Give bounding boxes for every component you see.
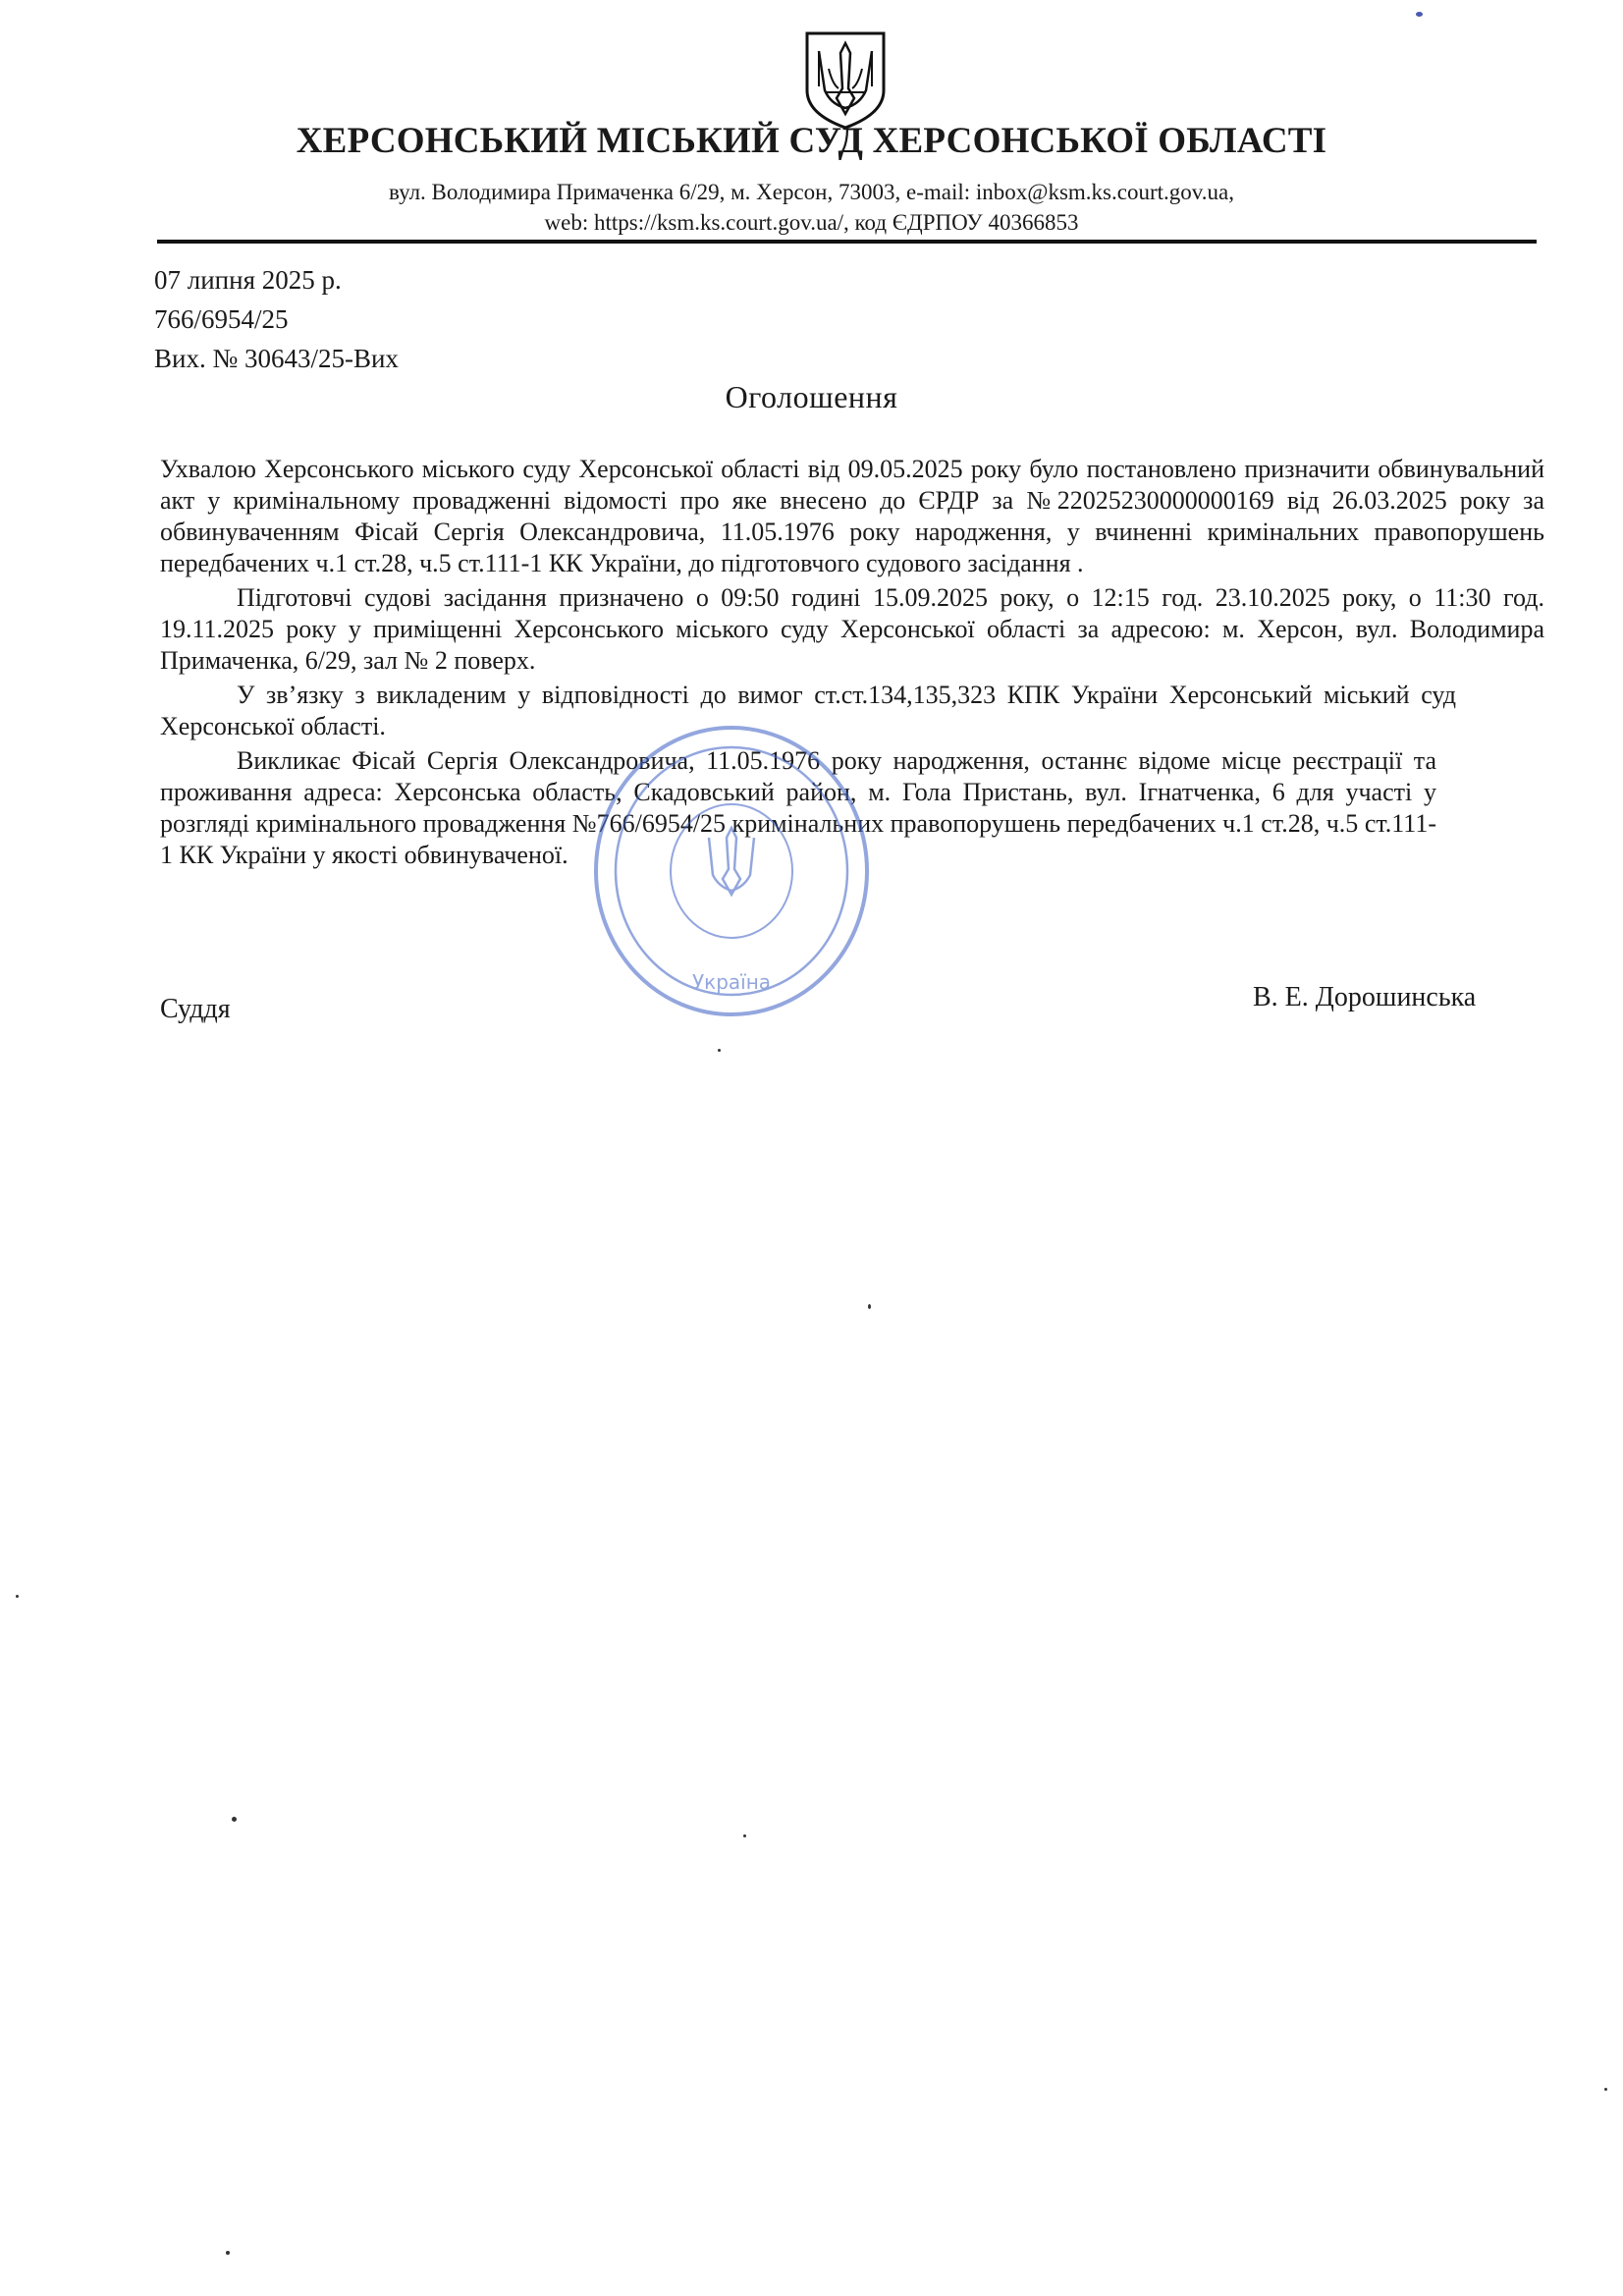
signature-role: Суддя: [160, 994, 231, 1024]
document-date: 07 липня 2025 р.: [154, 265, 342, 295]
outgoing-number: Вих. № 30643/25-Вих: [154, 344, 399, 373]
document-heading: Оголошення: [725, 379, 898, 414]
tryzub-coat-of-arms-icon: [803, 29, 888, 132]
scan-speck: [1604, 2088, 1607, 2091]
scan-speck: [1416, 12, 1423, 17]
paragraph-hearings: Підготовчі судові засідання призначено о 09:50 годині 15.09.2025 року, о 12:15 год. 23.10.2025 року, о 11:30 год. 19.11.2025 року у приміщенні Херсонського міського суду Херсонської області за адресою: м. Херсон, вул. Володимира Примаченка, 6/29, зал № 2 поверх.: [160, 583, 1544, 675]
scan-speck: [743, 1834, 746, 1837]
signature-name: В. Е. Дорошинська: [1253, 982, 1477, 1012]
paragraph-ruling: Ухвалою Херсонського міського суду Херсонської області від 09.05.2025 року було постановлено призначити обвинувальний акт у кримінальному провадженні відомості про яке внесено до ЄРДР за №22025230000000169 від 26.03.2025 року за обвинуваченням Фісай Сергія Олександровича, 11.05.1976 року народження, у вчиненні кримінальних правопорушень передбачених ч.1 ст.28, ч.5 ст.111-1 КК України, до підготовчого судового засідання .: [160, 455, 1544, 577]
scan-speck: [232, 1817, 237, 1822]
scan-speck: [868, 1304, 871, 1309]
header-divider: [157, 240, 1537, 244]
court-name: ХЕРСОНСЬКИЙ МІСЬКИЙ СУД ХЕРСОНСЬКОЇ ОБЛАСТІ: [296, 121, 1327, 161]
paragraph-legal-basis: У зв’язку з викладеним у відповідності до вимог ст.ст.134,135,323 КПК України Херсонський міський суд Херсонської області.: [160, 681, 1456, 740]
scan-speck: [226, 2251, 230, 2255]
stamp-text: Україна: [691, 970, 772, 994]
court-address-line-2: web: https://ksm.ks.court.gov.ua/, код ЄДРПОУ 40366853: [544, 210, 1079, 235]
scan-speck: [16, 1595, 19, 1598]
court-address-line-1: вул. Володимира Примаченка 6/29, м. Херсон, 73003, e-mail: inbox@ksm.ks.court.gov.ua,: [389, 180, 1234, 204]
paragraph-summons: Викликає Фісай Сергія Олександровича, 11.05.1976 року народження, останнє відоме місце реєстрації та проживання адреса: Херсонська область, Скадовський район, м. Гола Пристань, вул. Ігнатченка, 6 для участі у розгляді кримінального провадження №766/6954/25 кримінальних правопорушень передбачених ч.1 ст.28, ч.5 ст.111-1 КК України у якості обвинуваченої.: [160, 746, 1436, 869]
court-round-seal-icon: [589, 722, 874, 1021]
case-number: 766/6954/25: [154, 304, 289, 334]
scan-speck: [718, 1049, 721, 1052]
